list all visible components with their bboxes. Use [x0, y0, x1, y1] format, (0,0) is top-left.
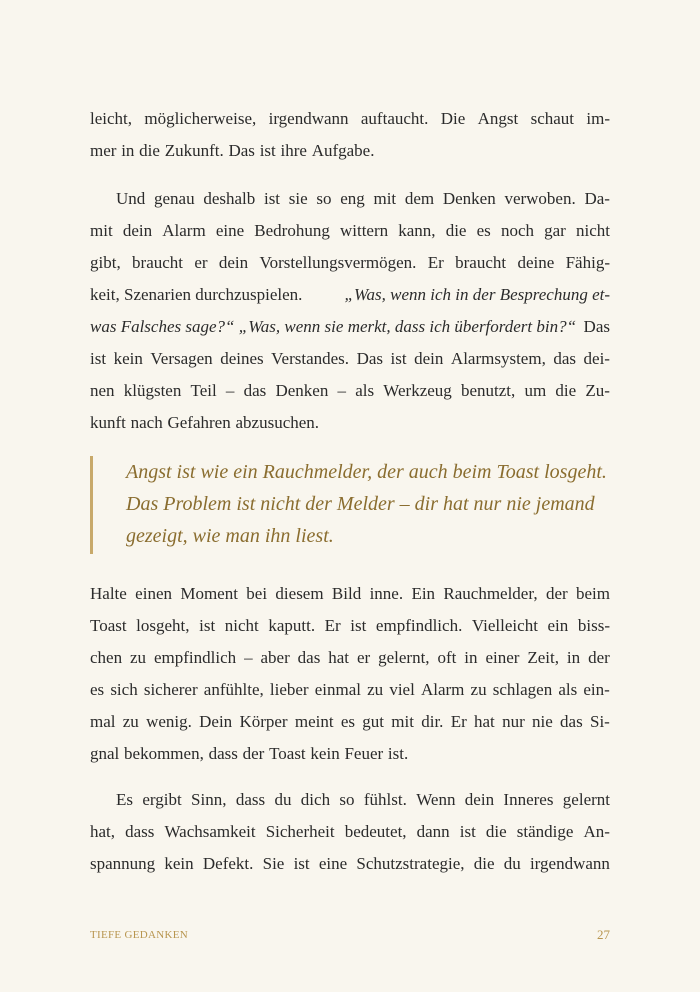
word: – — [244, 648, 253, 667]
word: Inneres — [503, 790, 554, 809]
italic-question: was Falsches sage?“ „Was, wenn sie merkt, dass ich überfordert bin?“ — [90, 317, 577, 336]
word: hat — [474, 712, 495, 731]
word: als — [355, 381, 375, 400]
word: oft — [437, 648, 457, 667]
paragraph-line-mixed — [90, 311, 610, 343]
word: kein — [310, 744, 340, 763]
word: der — [545, 584, 568, 603]
paragraph-line — [90, 247, 610, 279]
word: Zu- — [585, 381, 610, 400]
word: in — [121, 141, 135, 160]
word: Moment — [180, 584, 238, 603]
paragraph-line — [90, 848, 610, 880]
word: das — [243, 381, 267, 400]
quote-line: gezeigt, wie man ihn liest. — [126, 525, 334, 547]
word: Fähig- — [565, 253, 610, 272]
paragraph-3 — [90, 578, 610, 770]
italic-question: „Was, wenn ich in der Besprechung et- — [344, 285, 610, 304]
paragraph-line — [90, 706, 610, 738]
word: Si- — [589, 712, 610, 731]
word: irgendwann — [529, 854, 610, 873]
paragraph-line — [90, 103, 610, 135]
word: sie — [288, 189, 308, 208]
word: Versagen — [150, 349, 213, 368]
word: Aufgabe. — [311, 141, 375, 160]
word: Schutzstrategie, — [356, 854, 465, 873]
word: kein — [113, 349, 143, 368]
paragraph-line — [90, 343, 610, 375]
word: bei — [246, 584, 268, 603]
word: Toast — [269, 744, 306, 763]
paragraph-line — [90, 610, 610, 642]
word: noch — [500, 221, 534, 240]
word: Feuer — [344, 744, 384, 763]
word: Da- — [584, 189, 610, 208]
word: dir. — [421, 712, 444, 731]
word: ständige — [516, 822, 574, 841]
paragraph-text: keit, Szenarien durchzuspielen. — [90, 285, 303, 304]
word: irgendwann — [268, 109, 349, 128]
word: Und — [116, 189, 146, 208]
word: Defekt. — [202, 854, 254, 873]
quote-line: Das Problem ist nicht der Melder – dir hat nur nie jemand — [126, 493, 595, 515]
word: fühlst. — [363, 790, 407, 809]
word: sich — [110, 680, 138, 699]
word: Alarm — [420, 680, 465, 699]
word: nach — [130, 413, 163, 432]
word: hat — [328, 648, 350, 667]
word: Vorstellungsvermögen. — [259, 253, 417, 272]
word: einen — [135, 584, 172, 603]
word: es — [340, 712, 356, 731]
word: Verstandes. — [271, 349, 350, 368]
paragraph-line — [90, 183, 610, 215]
paragraph-text: Das — [583, 317, 610, 336]
word: ergibt — [142, 790, 182, 809]
word: mit — [391, 712, 414, 731]
word: zu — [122, 712, 139, 731]
word: einmal — [314, 680, 361, 699]
word: einer — [485, 648, 520, 667]
word: gnal — [90, 744, 120, 763]
word: Sinn, — [191, 790, 227, 809]
word: gut — [362, 712, 385, 731]
word: die — [445, 221, 467, 240]
word: nicht — [224, 616, 259, 635]
word: dass — [125, 822, 155, 841]
word: zu — [367, 680, 384, 699]
word: gelernt, — [378, 648, 430, 667]
word: Denken — [275, 381, 329, 400]
word: – — [225, 381, 235, 400]
word: ist. — [387, 744, 409, 763]
word: schaut — [530, 109, 575, 128]
paragraph-line — [90, 407, 610, 439]
word: Werkzeug — [383, 381, 452, 400]
word: genau — [154, 189, 195, 208]
word: hat, — [90, 822, 116, 841]
word: Dein — [199, 712, 233, 731]
word: Bild — [331, 584, 362, 603]
word: Vielleicht — [471, 616, 538, 635]
word: eine — [318, 854, 348, 873]
paragraph-line — [90, 784, 610, 816]
word: die — [139, 141, 160, 160]
word: dass — [208, 744, 238, 763]
word: Rauchmelder, — [443, 584, 538, 603]
word: möglicherweise, — [144, 109, 257, 128]
word: Alarmsystem, — [450, 349, 546, 368]
word: Bedrohung — [254, 221, 330, 240]
word: er — [194, 253, 208, 272]
word: die — [555, 381, 577, 400]
word: An- — [583, 822, 610, 841]
word: losgeht, — [136, 616, 190, 635]
word: du — [274, 790, 292, 809]
word: abzusuchen. — [235, 413, 320, 432]
word: Teil — [190, 381, 217, 400]
word: braucht — [132, 253, 184, 272]
word: kunft — [90, 413, 126, 432]
word: in — [566, 648, 581, 667]
word: ein- — [583, 680, 610, 699]
word: Gefahren — [167, 413, 231, 432]
word: deines — [220, 349, 264, 368]
word: dein — [464, 790, 495, 809]
word: dein — [414, 349, 444, 368]
word: nicht — [575, 221, 610, 240]
word: Er — [450, 712, 467, 731]
word: Es — [116, 790, 133, 809]
word: Zeit, — [527, 648, 559, 667]
word: kein — [164, 854, 194, 873]
paragraph-1 — [90, 103, 610, 167]
paragraph-line — [90, 215, 610, 247]
word: das — [297, 648, 321, 667]
word: so — [316, 189, 332, 208]
word: dei- — [583, 349, 610, 368]
word: Er — [427, 253, 444, 272]
word: es — [90, 680, 105, 699]
word: kann, — [398, 221, 436, 240]
word: mer — [90, 141, 117, 160]
word: benutzt, — [460, 381, 516, 400]
word: empfindlich. — [375, 616, 463, 635]
word: Wenn — [416, 790, 456, 809]
paragraph-line — [90, 674, 610, 706]
page-number: 27 — [597, 927, 610, 942]
word: ist — [90, 349, 107, 368]
word: der — [242, 744, 265, 763]
word: Denken — [442, 189, 496, 208]
word: der — [588, 648, 610, 667]
word: bedeutet, — [344, 822, 407, 841]
word: dass — [235, 790, 266, 809]
word: ist — [390, 349, 407, 368]
word: dein — [218, 253, 249, 272]
word: empfindlich — [153, 648, 237, 667]
word: Sicherheit — [265, 822, 335, 841]
word: biss- — [577, 616, 610, 635]
word: auftaucht. — [360, 109, 429, 128]
word: klügsten — [123, 381, 182, 400]
word: so — [339, 790, 355, 809]
word: aber — [260, 648, 290, 667]
word: spannung — [90, 854, 156, 873]
word: Das — [356, 349, 384, 368]
word: als — [558, 680, 578, 699]
word: in — [464, 648, 478, 667]
word: lieber — [269, 680, 309, 699]
word: gar — [544, 221, 566, 240]
paragraph-line-mixed — [90, 279, 610, 311]
paragraph-2 — [90, 183, 610, 439]
word: sicherer — [143, 680, 198, 699]
word: schlagen — [492, 680, 553, 699]
word: braucht — [455, 253, 507, 272]
word: – — [337, 381, 347, 400]
word: ihre — [280, 141, 307, 160]
word: mit — [90, 221, 113, 240]
word: nur — [502, 712, 525, 731]
word: leicht, — [90, 109, 133, 128]
word: er — [356, 648, 371, 667]
paragraph-line — [90, 642, 610, 674]
word: Körper — [239, 712, 288, 731]
word: mit — [373, 189, 397, 208]
paragraph-line — [90, 578, 610, 610]
word: ist — [293, 854, 310, 873]
word: im- — [586, 109, 610, 128]
word: das — [560, 712, 583, 731]
word: Das — [228, 141, 255, 160]
word: nen — [90, 381, 115, 400]
word: Die — [440, 109, 466, 128]
word: das — [553, 349, 577, 368]
word: Er — [324, 616, 341, 635]
word: Ein — [411, 584, 436, 603]
word: inne. — [369, 584, 404, 603]
word: um — [524, 381, 547, 400]
word: wenig. — [146, 712, 192, 731]
word: zu — [130, 648, 147, 667]
word: ist — [259, 141, 276, 160]
word: nie — [532, 712, 553, 731]
paragraph-line — [90, 816, 610, 848]
word: ist — [199, 616, 216, 635]
paragraph-line — [90, 135, 610, 167]
paragraph-4 — [90, 784, 610, 880]
word: eng — [340, 189, 365, 208]
word: Alarm — [162, 221, 206, 240]
word: wittern — [339, 221, 389, 240]
word: Sie — [262, 854, 285, 873]
word: deine — [517, 253, 555, 272]
word: dem — [404, 189, 435, 208]
word: verwoben. — [504, 189, 576, 208]
word: es — [476, 221, 491, 240]
pull-quote — [90, 456, 633, 554]
word: anfühlte, — [203, 680, 264, 699]
word: ist — [350, 616, 367, 635]
word: beim — [576, 584, 610, 603]
word: eine — [215, 221, 245, 240]
word: chen — [90, 648, 123, 667]
word: diesem — [275, 584, 324, 603]
word: die — [473, 854, 495, 873]
paragraph-line — [90, 738, 610, 770]
word: ist — [263, 189, 281, 208]
word: Wachsamkeit — [164, 822, 256, 841]
word: du — [503, 854, 521, 873]
word: meint — [294, 712, 334, 731]
paragraph-line — [90, 375, 610, 407]
word: Angst — [477, 109, 519, 128]
word: Toast — [90, 616, 127, 635]
word: dann — [416, 822, 450, 841]
word: deshalb — [203, 189, 256, 208]
word: kaputt. — [268, 616, 316, 635]
word: ist — [459, 822, 476, 841]
word: ein — [547, 616, 569, 635]
running-footer-section: TIEFE GEDANKEN — [90, 929, 188, 941]
word: Zukunft. — [164, 141, 224, 160]
word: dein — [122, 221, 153, 240]
word: gibt, — [90, 253, 121, 272]
word: dich — [300, 790, 331, 809]
word: die — [485, 822, 507, 841]
word: gelernt — [562, 790, 610, 809]
word: bekommen, — [124, 744, 204, 763]
word: mal — [90, 712, 116, 731]
word: Halte — [90, 584, 127, 603]
word: viel — [389, 680, 415, 699]
quote-line: Angst ist wie ein Rauchmelder, der auch beim Toast losgeht. — [126, 461, 607, 483]
word: zu — [470, 680, 487, 699]
